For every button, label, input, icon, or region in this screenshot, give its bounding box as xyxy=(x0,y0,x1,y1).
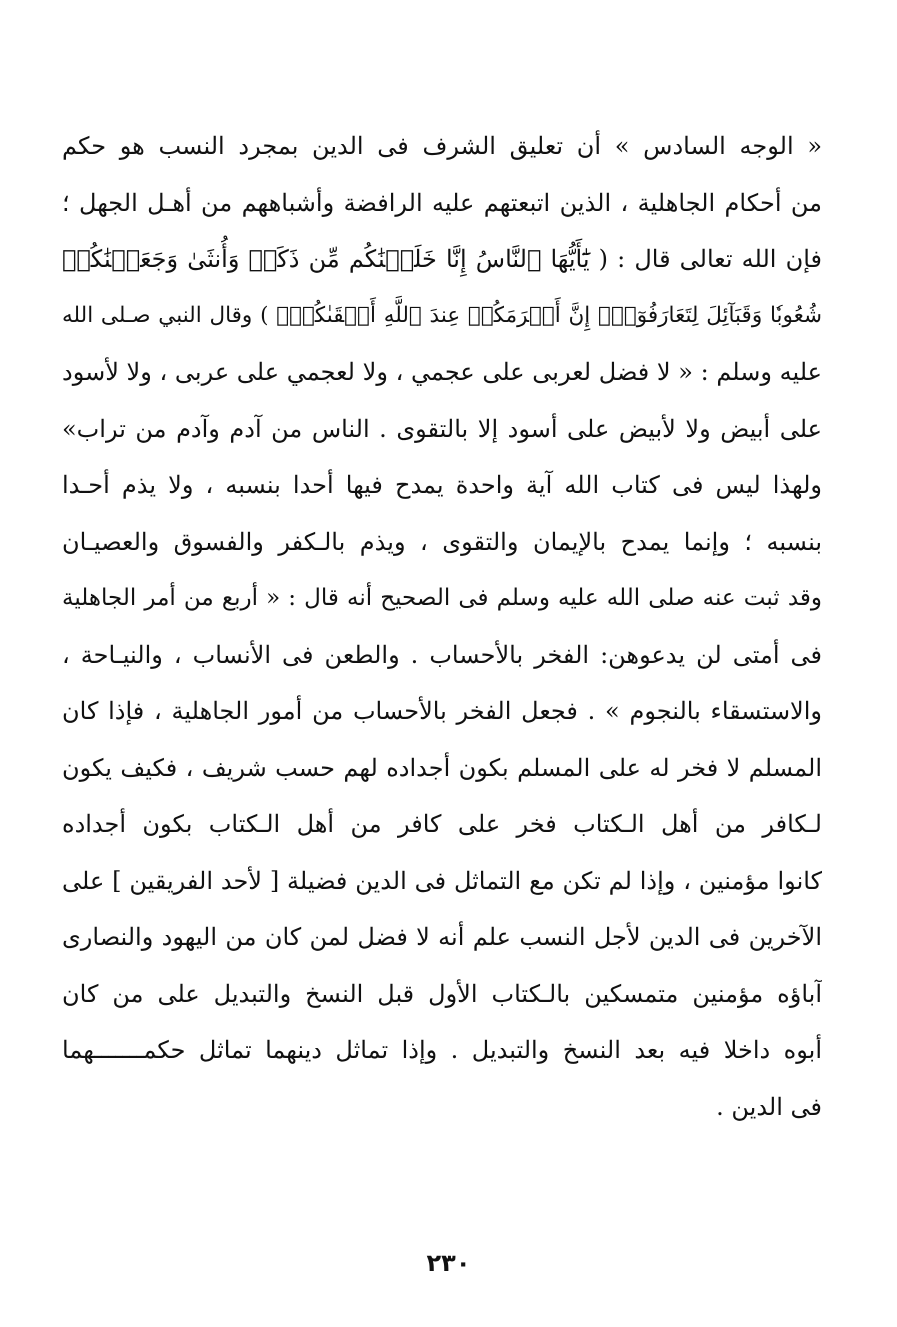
text-line-4: شُعُوبٗا وَقَبَآئِلَ لِتَعَارَفُوٓاْۚ إِنَّ أَكۡرَمَكُمۡ عِندَ ٱللَّهِ أَتۡقَىٰكُمۡۚ ) وقال النبي صـلى الله xyxy=(62,302,822,328)
text-line-13: لـكافر من أهل الـكتاب فخر على كافر من أهل الـكتاب بكون أجداده xyxy=(62,810,822,838)
text-line-9: وقد ثبت عنه صلى الله عليه وسلم فى الصحيح أنه قال : « أربع من أمر الجاهلية xyxy=(62,585,822,611)
text-line-11: والاستسقاء بالنجوم » . فجعل الفخر بالأحساب من أمور الجاهلية ، فإذا كان xyxy=(62,697,822,725)
text-line-14: كانوا مؤمنين ، وإذا لم تكن مع التماثل فى الدين فضيلة [ لأحد الفريقين ] على xyxy=(62,866,822,895)
text-line-18: فى الدين . xyxy=(716,1092,822,1121)
body-text xyxy=(62,118,822,1135)
text-line-15: الآخرين فى الدين لأجل النسب علم أنه لا فضل لمن كان من اليهود والنصارى xyxy=(62,923,822,951)
text-line-17: أبوه داخلا فيه بعد النسخ والتبديل . وإذا تماثل دينهما تماثل حكمـــــــهما xyxy=(62,1036,822,1064)
text-line-8: بنسبه ؛ وإنما يمدح بالإيمان والتقوى ، ويذم بالـكفر والفسوق والعصيـان xyxy=(62,527,822,556)
text-line-7: ولهذا ليس فى كتاب الله آية واحدة يمدح فيها أحدا بنسبه ، ولا يذم أحـدا xyxy=(62,471,822,499)
text-line-6: على أبيض ولا لأبيض على أسود إلا بالتقوى . الناس من آدم وآدم من تراب» xyxy=(62,414,822,443)
text-line-1: « الوجه السادس » أن تعليق الشرف فى الدين بمجرد النسب هو حكم xyxy=(62,132,822,160)
text-line-5: عليه وسلم : « لا فضل لعربى على عجمي ، ولا لعجمي على عربى ، ولا لأسود xyxy=(62,358,822,386)
text-line-2: من أحكام الجاهلية ، الذين اتبعتهم عليه الرافضة وأشباههم من أهـل الجهل ؛ xyxy=(62,188,822,217)
text-line-16: آباؤه مؤمنين متمسكين بالـكتاب الأول قبل النسخ والتبديل على من كان xyxy=(62,979,822,1008)
page-number: ٢٣٠ xyxy=(426,1249,471,1277)
text-line-12: المسلم لا فخر له على المسلم بكون أجداده لهم حسب شريف ، فكيف يكون xyxy=(62,753,822,782)
text-line-10: فى أمتى لن يدعوهن: الفخر بالأحساب . والطعن فى الأنساب ، والنيـاحة ، xyxy=(62,640,822,669)
text-line-3: فإن الله تعالى قال : ( يَٰٓأَيُّهَا ٱلنَّاسُ إِنَّا خَلَقۡنَٰكُم مِّن ذَكَرٖ وَأُنثَىٰ وَجَعَلۡنَٰكُمۡ xyxy=(62,245,822,273)
